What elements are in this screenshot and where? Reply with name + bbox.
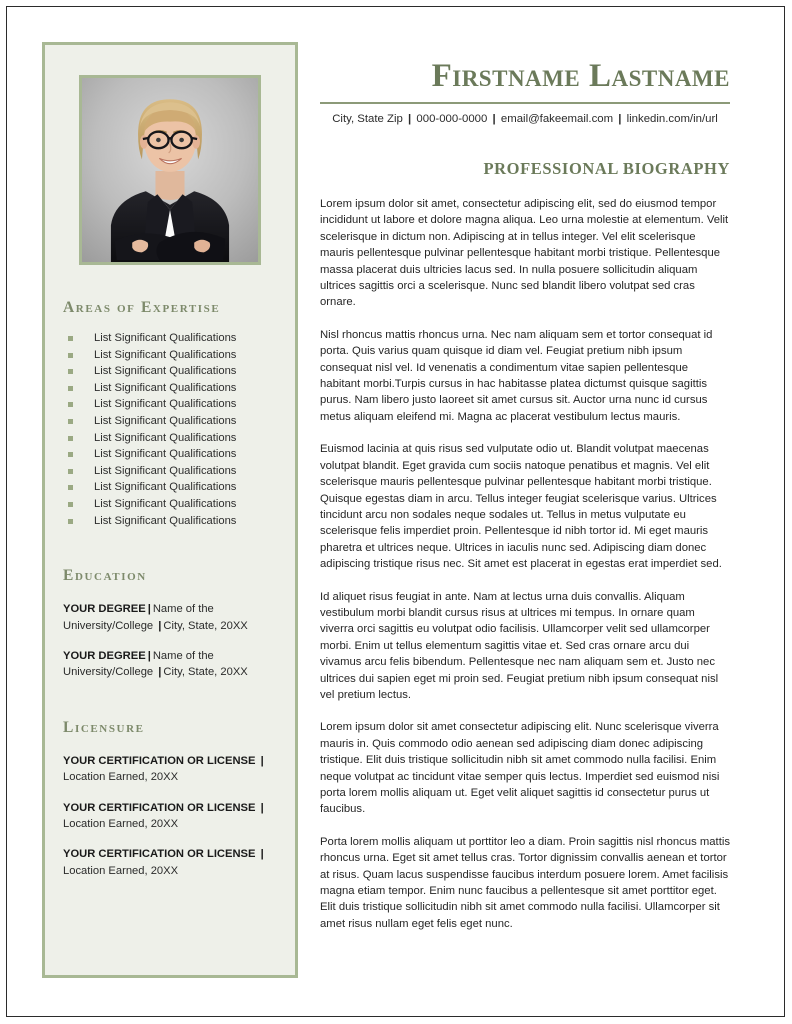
- contact-location: City, State Zip: [332, 113, 403, 125]
- expertise-item-label: List Significant Qualifications: [94, 464, 237, 477]
- education-school: Name of the University/College: [63, 603, 214, 632]
- list-item: [63, 479, 277, 496]
- education-degree: YOUR DEGREE: [63, 649, 146, 662]
- contact-linkedin[interactable]: linkedin.com/in/url: [626, 113, 718, 125]
- contact-separator: |: [492, 113, 496, 125]
- bullet-square-icon: [68, 436, 73, 441]
- main-column: [320, 42, 730, 932]
- biography-body: [320, 196, 730, 932]
- expertise-item-label: List Significant Qualifications: [94, 398, 237, 411]
- biography-paragraph: Nisl rhoncus mattis rhoncus urna. Nec nam aliquam sem et tortor consequat id porta. Quis varius quam quisque id diam vel. Feugiat pretium nibh ipsum consequat nisl vel. Id venenatis a condimentum vitae sapien pellentesque habitant morbi.Turpis cursus in hac habitasse platea dictumst quisque sagittis purus. Nam libero justo laoreet sit amet cursus sit. Auctor urna nunc id cursus metus aliquam eleifend mi. Magna ac placerat vestibulum lectus mauris.: [320, 328, 713, 423]
- education-entry: [63, 648, 277, 681]
- sidebar-panel: [42, 42, 298, 978]
- education-separator: |: [158, 666, 162, 679]
- licensure-separator: |: [260, 754, 264, 767]
- section-heading-education: Education: [63, 567, 147, 585]
- biography-paragraph: Euismod lacinia at quis risus sed vulputate odio ut. Blandit volutpat maecenas volutpat blandit. Eget gravida cum sociis natoque penatibus et magnis. Vel elit scelerisque mauris pellentesque pulvinar pellentesque habitant morbi tristique. Quisque egestas diam in arcu. Tellus integer feugiat scelerisque varius. Ultrices tincidunt arcu non sodales neque sodales ut. Tellus in metus vulputate eu scelerisque felis imperdiet proin. Pellentesque id nibh tortor id. Mi eget mauris pharetra et ultrices neque. Ultrices in iaculis nunc sed. Adipiscing diam donec adipiscing tristique risus nec. Sit amet est placerat in egestas erat imperdiet sed.: [320, 443, 722, 571]
- contact-email[interactable]: email@fakeemail.com: [500, 113, 614, 125]
- list-item: [63, 363, 277, 380]
- bullet-square-icon: [68, 369, 73, 374]
- expertise-item-label: List Significant Qualifications: [94, 497, 237, 510]
- list-item: [63, 413, 277, 430]
- licensure-separator: |: [260, 848, 264, 861]
- list-item: [63, 380, 277, 397]
- bullet-square-icon: [68, 402, 73, 407]
- header-divider: [320, 102, 730, 104]
- licensure-title: YOUR CERTIFICATION OR LICENSE: [63, 801, 256, 814]
- biography-paragraph: Porta lorem mollis aliquam ut porttitor leo a diam. Proin sagittis nisl rhoncus mattis rhoncus urna. Eget sit amet tellus cras. Tortor dignissim convallis aenean et tortor at risus. Quam lacus suspendisse faucibus interdum posuere lorem. Amet facilisis magna etiam tempor. Enim nunc faucibus a pellentesque sit amet porttitor eget. Elit duis tristique sollicitudin nibh sit amet commodo nulla facilisi. Ullamcorper sit amet risus nullam eget felis eget nunc.: [320, 835, 730, 930]
- licensure-title: YOUR CERTIFICATION OR LICENSE: [63, 848, 256, 861]
- bullet-square-icon: [68, 419, 73, 424]
- licensure-entry: [63, 846, 277, 879]
- expertise-item-label: List Significant Qualifications: [94, 381, 237, 394]
- education-school: Name of the University/College: [63, 649, 214, 679]
- headshot-image: [82, 78, 258, 262]
- expertise-item-label: List Significant Qualifications: [94, 414, 237, 427]
- licensure-detail: Location Earned, 20XX: [63, 817, 179, 830]
- contact-phone: 000-000-0000: [416, 113, 488, 125]
- licensure-detail: Location Earned, 20XX: [63, 771, 179, 784]
- list-item: [63, 513, 277, 530]
- bullet-square-icon: [68, 502, 73, 507]
- contact-bar: [320, 113, 730, 125]
- education-degree: YOUR DEGREE: [63, 603, 146, 616]
- bullet-square-icon: [68, 452, 73, 457]
- expertise-item-label: List Significant Qualifications: [94, 431, 237, 444]
- contact-separator: |: [408, 113, 412, 125]
- expertise-item-label: List Significant Qualifications: [94, 514, 237, 527]
- list-item: [63, 463, 277, 480]
- licensure-separator: |: [260, 801, 264, 814]
- bullet-square-icon: [68, 353, 73, 358]
- biography-paragraph: Lorem ipsum dolor sit amet consectetur adipiscing elit. Nunc scelerisque viverra mauris in. Quis commodo odio aenean sed adipiscing diam donec adipiscing tristique. Elit duis tristique sollicitudin nibh sit amet commodo nulla facilisi. Enim neque volutpat ac tincidunt vitae semper quis lectus. Imperdiet sed euismod nisi porta lorem mollis aliquam ut. Eget velit aliquet sagittis id consectetur purus ut faucibus.: [320, 721, 720, 816]
- list-item: [63, 496, 277, 513]
- expertise-item-label: List Significant Qualifications: [94, 481, 237, 494]
- education-separator: |: [158, 619, 162, 632]
- biography-paragraph: Lorem ipsum dolor sit amet, consectetur adipiscing elit, sed do eiusmod tempor incididunt ut labore et dolore magna aliqua. Leo urna molestie at elementum. Velit scelerisque in dictum non. Adipiscing at in tellus integer. Vel elit scelerisque mauris pellentesque pulvinar pellentesque habitant morbi tristique. Pellentesque massa placerat duis ultricies lacus sed. In nulla posuere sollicitudin aliquam ultrices sagittis orci a scelerisque. Nunc sed blandit libero volutpat sed cras ornare.: [320, 198, 729, 309]
- list-item: [63, 430, 277, 447]
- section-heading-licensure: Licensure: [63, 718, 145, 736]
- education-entry: [63, 601, 277, 634]
- licensure-entry: [63, 753, 277, 786]
- bullet-square-icon: [68, 386, 73, 391]
- section-heading-biography: PROFESSIONAL BIOGRAPHY: [483, 159, 730, 178]
- expertise-item-label: List Significant Qualifications: [94, 348, 237, 361]
- list-item: [63, 396, 277, 413]
- licensure-entry: [63, 800, 277, 833]
- bullet-square-icon: [68, 519, 73, 524]
- expertise-item-label: List Significant Qualifications: [94, 448, 237, 461]
- bullet-square-icon: [68, 336, 73, 341]
- sidebar-content: [45, 299, 295, 879]
- list-item: [63, 446, 277, 463]
- list-item: [63, 330, 277, 347]
- contact-separator: |: [618, 113, 622, 125]
- expertise-item-label: List Significant Qualifications: [94, 365, 237, 378]
- education-separator: |: [147, 603, 151, 616]
- licensure-title: YOUR CERTIFICATION OR LICENSE: [63, 754, 256, 767]
- profile-photo: [79, 75, 261, 265]
- expertise-list: [63, 330, 277, 529]
- list-item: [63, 347, 277, 364]
- section-heading-expertise: Areas of Expertise: [63, 299, 221, 316]
- expertise-item-label: List Significant Qualifications: [94, 332, 237, 344]
- bullet-square-icon: [68, 485, 73, 490]
- education-separator: |: [147, 649, 151, 662]
- licensure-detail: Location Earned, 20XX: [63, 864, 179, 877]
- bullet-square-icon: [68, 469, 73, 474]
- education-detail: City, State, 20XX: [163, 619, 248, 632]
- education-detail: City, State, 20XX: [163, 666, 248, 679]
- page-title: Firstname Lastname: [431, 58, 730, 94]
- biography-paragraph: Id aliquet risus feugiat in ante. Nam at lectus urna duis convallis. Aliquam vestibulum morbi blandit cursus risus at ultrices mi tempus. In ornare quam viverra orci sagittis eu volutpat odio facilisis. Ullamcorper velit sed ullamcorper morbi. Enim ut tellus elementum sagittis vitae et. Sed cras ornare arcu dui vivamus arcu felis bibendum. Pellentesque nec nam aliquam sem et. Justo nec ultrices dui sapien eget mi proin sed. Feugiat pretium nibh ipsum consequat nisl vel pretium lectus.: [320, 590, 719, 701]
